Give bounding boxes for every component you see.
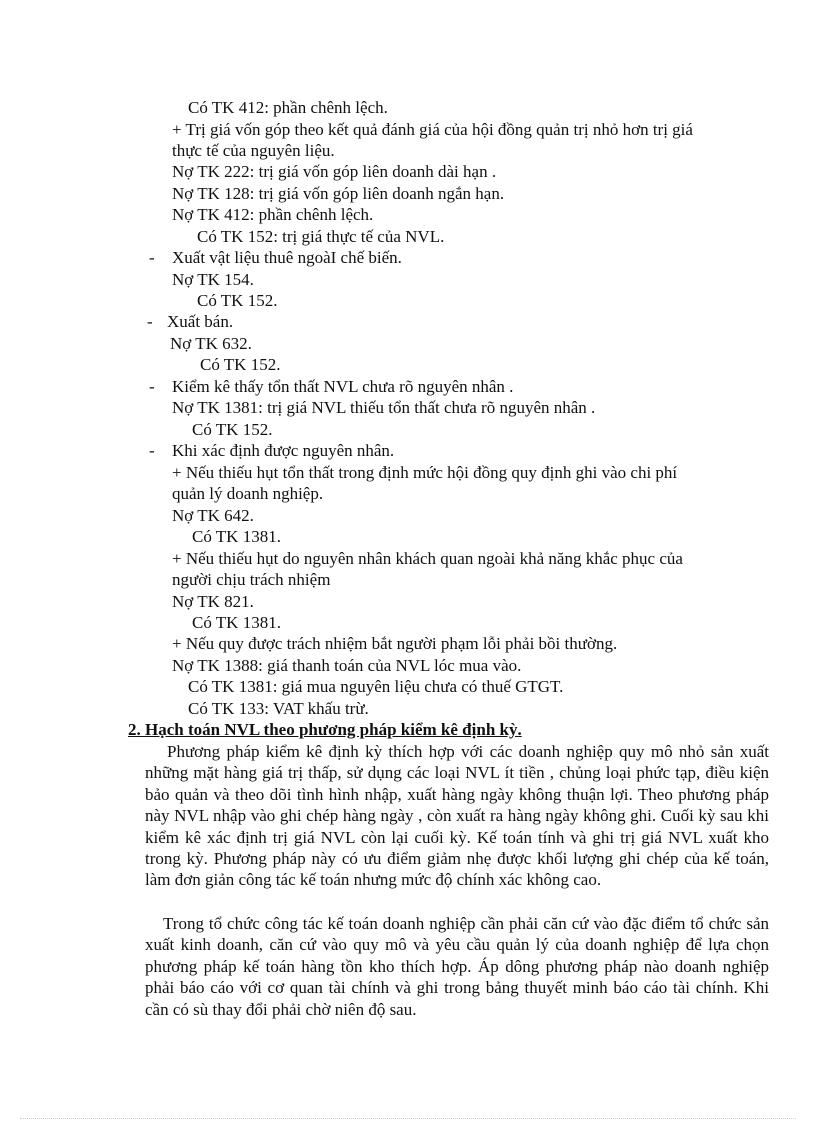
page-bottom-divider: [20, 1118, 796, 1119]
text-line-18: + Nếu thiếu hụt tổn thất trong định mức hội đồng quy định ghi vào chi phí: [172, 463, 678, 482]
bullet-dash-4: -: [149, 441, 155, 460]
text-line-5: Nợ TK 128: trị giá vốn góp liên doanh ngắn hạn.: [172, 184, 505, 203]
text-line-3: thực tế của nguyên liệu.: [172, 141, 335, 160]
text-line-22: + Nếu thiếu hụt do nguyên nhân khách quan ngoài khả năng khắc phục của: [172, 549, 683, 568]
text-line-7: Có TK 152: trị giá thực tế của NVL.: [197, 227, 445, 246]
text-line-12: Nợ TK 632.: [170, 334, 252, 353]
text-line-11: Xuất bán.: [167, 312, 234, 331]
section-heading: 2. Hạch toán NVL theo phương pháp kiểm kê định kỳ.: [128, 720, 522, 739]
text-line-10: Có TK 152.: [197, 291, 278, 310]
paragraph-1: Phương pháp kiểm kê định kỳ thích hợp với các doanh nghiệp quy mô nhỏ sản xuất những mặt hàng giá trị thấp, sử dụng các loại NVL ít tiền , chủng loại phức tạp, điều kiện bảo quản và theo dõi tình hình nhập, xuất hàng ngày không thuận lợi. Theo phương pháp này NVL nhập vào ghi chép hàng ngày , còn xuất ra hàng ngày không ghi. Cuối kỳ sau khi kiểm kê xác định trị giá NVL còn lại cuối kỳ. Kế toán tính và ghi trị giá NVL xuất kho trong kỳ. Phương pháp này có ưu điểm giảm nhẹ được khối lượng ghi chép của kế toán, làm đơn giản công tác kế toán nhưng mức độ chính xác không cao.: [145, 742, 769, 890]
text-line-29: Có TK 133: VAT khấu trừ.: [188, 699, 369, 718]
text-line-26: + Nếu quy được trách nhiệm bắt người phạm lỗi phải bồi thường.: [172, 634, 618, 653]
text-line-28: Có TK 1381: giá mua nguyên liệu chưa có thuế GTGT.: [188, 677, 564, 696]
text-line-21: Có TK 1381.: [192, 527, 281, 546]
text-line-6: Nợ TK 412: phần chênh lệch.: [172, 205, 374, 224]
text-line-20: Nợ TK 642.: [172, 506, 254, 525]
text-line-25: Có TK 1381.: [192, 613, 281, 632]
bullet-dash-2: -: [147, 312, 153, 331]
bullet-dash-1: -: [149, 248, 155, 267]
text-line-23: người chịu trách nhiệm: [172, 570, 331, 589]
text-line-9: Nợ TK 154.: [172, 270, 254, 289]
text-line-16: Có TK 152.: [192, 420, 273, 439]
paragraph-2: Trong tổ chức công tác kế toán doanh nghiệp cần phải căn cứ vào đặc điểm tổ chức sản xuất kinh doanh, căn cứ vào quy mô và yêu cầu quản lý của doanh nghiệp để lựa chọn phương pháp kế toán hàng tồn kho thích hợp. Áp dông phương pháp nào doanh nghiệp phải báo cáo với cơ quan tài chính và ghi trong bảng thuyết minh báo cáo tài chính. Khi cần có sù thay đổi phải chờ niên độ sau.: [145, 914, 769, 1019]
text-line-2: + Trị giá vốn góp theo kết quả đánh giá của hội đồng quản trị nhỏ hơn trị giá: [172, 120, 693, 139]
text-line-8: Xuất vật liệu thuê ngoàI chế biến.: [172, 248, 402, 267]
text-line-27: Nợ TK 1388: giá thanh toán của NVL lóc mua vào.: [172, 656, 522, 675]
text-line-15: Nợ TK 1381: trị giá NVL thiếu tổn thất chưa rõ nguyên nhân .: [172, 398, 596, 417]
text-line-17: Khi xác định được nguyên nhân.: [172, 441, 395, 460]
text-line-24: Nợ TK 821.: [172, 592, 254, 611]
text-line-1: Có TK 412: phần chênh lệch.: [188, 98, 388, 117]
bullet-dash-3: -: [149, 377, 155, 396]
text-line-4: Nợ TK 222: trị giá vốn góp liên doanh dài hạn .: [172, 162, 497, 181]
text-line-14: Kiểm kê thấy tổn thất NVL chưa rõ nguyên nhân .: [172, 377, 514, 396]
text-line-19: quản lý doanh nghiệp.: [172, 484, 324, 503]
text-line-13: Có TK 152.: [200, 355, 281, 374]
